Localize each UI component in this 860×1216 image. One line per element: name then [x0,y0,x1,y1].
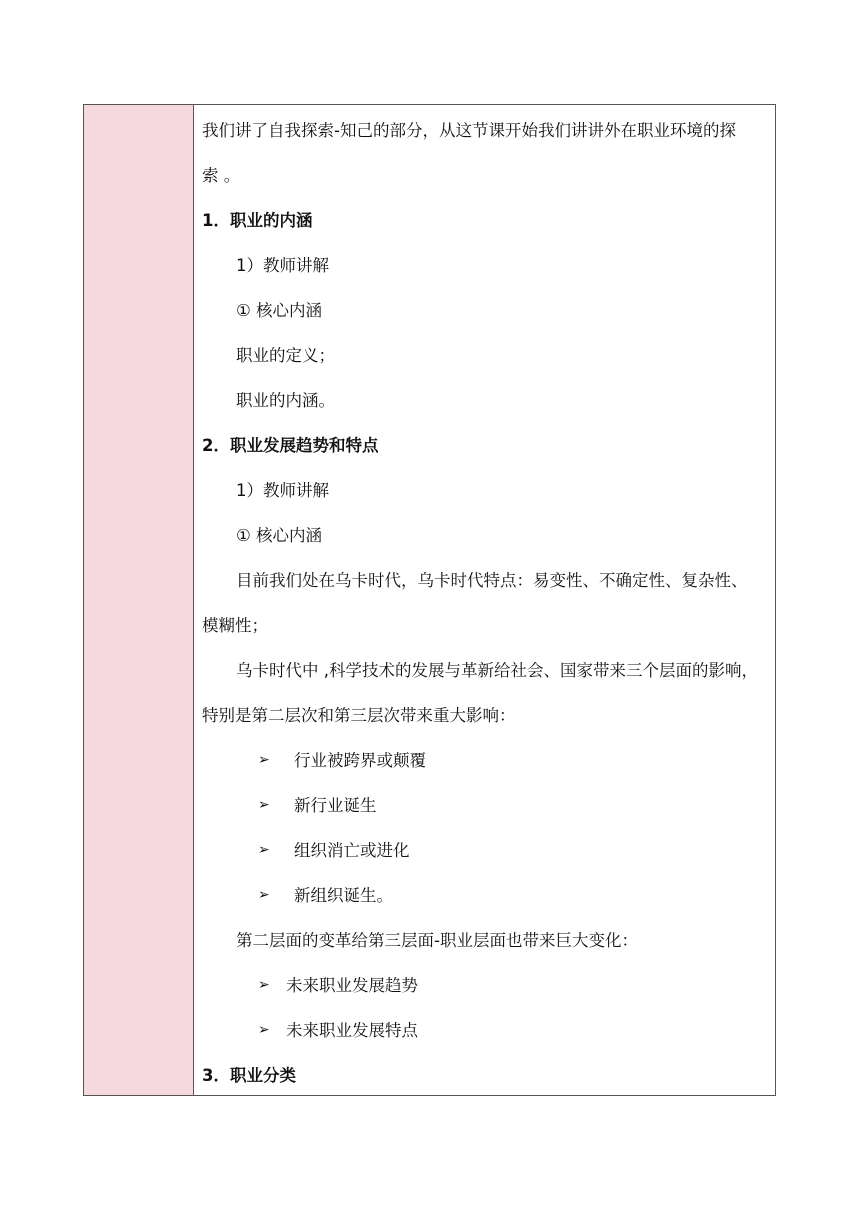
bullet-item [202,1008,767,1053]
section-1-heading: 1．职业的内涵 [202,211,313,230]
bullet-item [202,738,767,783]
intro-line-2: 索 。 [202,166,241,185]
arrow-bullet-icon: ➢ [258,797,270,813]
bullet-text: 行业被跨界或颠覆 [294,751,426,770]
bullet-text: 新组织诞生。 [294,886,393,905]
label-cell [84,105,194,1095]
section-1-point: ① 核心内涵 [236,301,323,320]
intro-line-1: 我们讲了自我探索-知己的部分，从这节课开始我们讲讲外在职业环境的探 [202,121,736,140]
bullet-item [202,873,767,918]
section-2-para1-line1: 目前我们处在乌卡时代，乌卡时代特点：易变性、不确定性、复杂性、 [236,571,748,590]
arrow-bullet-icon: ➢ [258,842,270,858]
section-2-point: ① 核心内涵 [236,526,323,545]
section-3-heading: 3．职业分类 [202,1066,296,1085]
bullet-text: 未来职业发展特点 [286,1021,418,1040]
section-2-para2-line1: 乌卡时代中 ,科学技术的发展与革新给社会、国家带来三个层面的影响， [236,661,758,680]
arrow-bullet-icon: ➢ [258,752,270,768]
lesson-table [83,104,776,1096]
bullet-text: 组织消亡或进化 [294,841,410,860]
section-1-sub: 1）教师讲解 [236,256,329,275]
arrow-bullet-icon: ➢ [258,887,270,903]
content-cell [194,105,775,1095]
bullet-text: 未来职业发展趋势 [286,976,418,995]
section-1-item: 职业的定义； [236,346,335,365]
section-2-sub: 1）教师讲解 [236,481,329,500]
section-1-item: 职业的内涵。 [236,391,335,410]
bullet-item [202,828,767,873]
section-2-heading: 2．职业发展趋势和特点 [202,436,379,455]
bullet-item [202,963,767,1008]
section-2-para1-line2: 模糊性； [202,616,268,635]
arrow-bullet-icon: ➢ [258,1022,270,1038]
bullet-text: 新行业诞生 [294,796,377,815]
section-2-para2-line2: 特别是第二层次和第三层次带来重大影响： [202,706,516,725]
arrow-bullet-icon: ➢ [258,977,270,993]
bullet-item [202,783,767,828]
section-2-para3: 第二层面的变革给第三层面-职业层面也带来巨大变化： [236,931,638,950]
